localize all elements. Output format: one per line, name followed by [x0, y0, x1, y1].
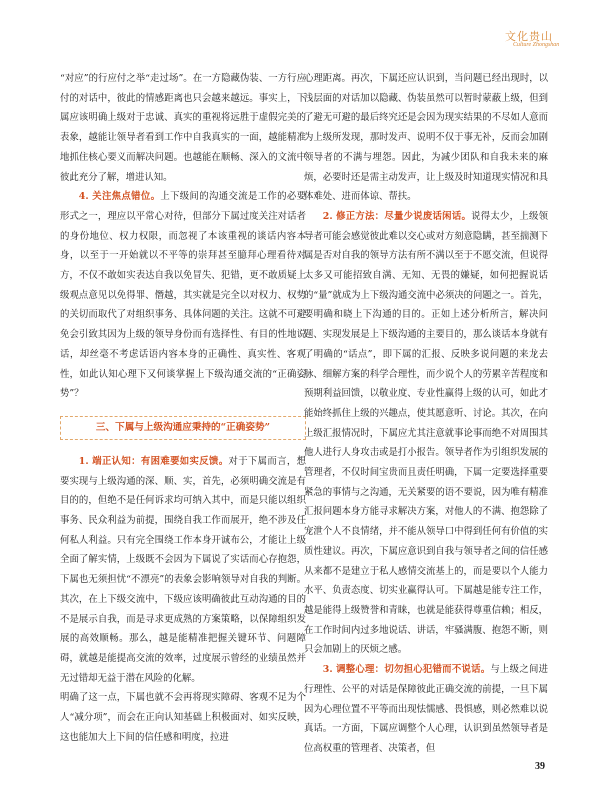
magazine-logo [505, 30, 585, 56]
page-number: 39 [535, 761, 545, 772]
section-heading: 三、下属与上级沟通应秉持的“正确姿势” [60, 416, 306, 440]
paragraph: “对应”的行应付之举“走过场”。在一方隐藏伪装、一方行应付的对话中，彼此的情感距离也只会越来越远。事实上，下属应该明确上级对于忠诚、真实的重视将远胜于虚假完美的表象，越能让领导者看到工作中自我真实的一面，越能精准地抓住核心要义而解决问题。也越能在顺畅、深入的文流中彼此充分了解，增进认知。 [60, 73, 306, 183]
logo-chinese-text: 文化贵山 [505, 30, 553, 43]
paragraph [304, 207, 548, 660]
paragraph: 明确了这一点，下属也就不会再将现实障碍、客观不足为个人“减分项”，而会在正向认知基础上积极面对、如实反映，这也能加大上下间的信任感和明度，拉进 [60, 692, 306, 743]
subheading: 3. 调整心理：切勿担心犯错而不说话。 [322, 664, 491, 676]
paragraph [304, 660, 548, 759]
paragraph-body: 上下级间的沟通交流是工作的必要形式之一，理应以平常心对待，但部分下属过度关注对话者的身份地位、权力权限，而忽视了本该重视的谈话内容本身，以至于一开始就以不平等的崇拜甚至臆拜心理看待对方，不仅不敢如实表达自我以免冒失、犯错，更不敢质疑上级观点意见以免得罪、僭越，其实就是完全以对权力、权势的关切而取代了对组织事务、具体问题的关注。这就不可避免会引致其因为上级的领导身份而有选择性、有目的性地说话，却丝毫不考虑话语内容本身的正确性、真实性、客观性，如此认知心理下又何谈掌握上下级沟通交流的“正确姿势”？ [60, 191, 306, 400]
paragraph-body: 与上级之间进行理性、公平的对话是保障彼此正确交流的前提，一旦下属因为心理位置不平等而出现怯懦感、畏惧感，则必然难以说真话。一方面，下属应调整个人心理，认识到虽然领导者是位高权重的管理者、决策者，但 [304, 664, 548, 754]
subheading: 2. 修正方法：尽量少说废话闲话。 [322, 210, 472, 222]
paragraph-body: 说得太少，上级领导者可能会感觉彼此难以交心或对方刻意隐瞒，甚至揣测下属是否对自我的领导方法有所不满以至于不愿交流，但说得太多又可能招致自满、无知、无畏的嫌疑，如何把握说话的“量”就成为上下级沟通交流中必须决的问题之一。首先，要明确和晓上下沟通的目的。正如上述分析所言，解决问题、实现发展是上下级沟通的主要目的，那么谈话本身就有了明确的“话点”，即下属的汇报、反映多说问题的来龙去脉、细解方案的科学合理性，而少说个人的劳累辛苦程度和预期利益回馈，以敬业度、专业性赢得上级的认可，如此才能始终抓住上级的兴趣点，使其愿意听、讨论。其次，在向上级汇报情况时，下属应尤其注意就事论事而绝不对周围其他人进行人身攻击或是打小报告。领导者作为引组织发展的管理者，不仅时间宝贵而且责任明确，下属一定要选择重要紧急的事情与之沟通，无关紧要的语不要说，因为唯有精准汇报问题本身方能寻求解决方案，对他人的不满、抱怨除了宠泄个人不良情绪，并不能从领导口中得到任何有价值的实质性建议。再次，下属应意识到自我与领导者之间的信任感从来都不是建立于私人感情交流基上的，而是要以个人能力水平、负责态度、切实业赢得认可。下属越是能专注工作，越是能得上级赞誉和青睐，也就是能获得尊重信赖；相反，在工作时间内过多地说话、讲话，牢骚满腹、抱怨不断，则只会加剧上的厌烦之感。 [304, 210, 548, 656]
left-column [60, 69, 306, 748]
paragraph-body: 对于下属而言，想要实现与上级沟通的深、顺、实，首先，必须明确交流是有目的的，但绝不是任何诉求均可纳入其中，而是只能以组织事务、民众利益为前提，围绕自我工作而展开，绝不涉及任何私人利益。只有完全围绕工作本身开诚布公，才能让上级全面了解实情，上级既不会因为下属说了实话而心存抱怨，下属也无须担忧“不漂亮”的表象会影响领导对自我的判断。其次，在上下级交流中，下级应该明确彼此互动沟通的目的不是展示自我，而是寻求更成熟的方案策略，以保障组织发展的高效顺畅。那么，越是能精准把握关键环节、问题障碍，就越是能提高交流的效率，过度展示曾经的业绩虽然并无过错却无益于潜在风险的化解。 [60, 455, 306, 684]
paragraph [60, 452, 306, 688]
paragraph: 心理距离。再次，下属还应认识到，当问题已经出现时，以浅层面的对话加以隐藏、伪装虽然可以暂时蒙蔽上级，但到了避无可避的最后终究还是会因为现实结果的不尽如人意而为上级所发现，那时发声、说明不仅于事无补，反而会加剧领导者的不满与埋怨。因此，为减少团队和自我未来的麻烦，必要时还是需主动发声，让上级及时知道现实情况和具体难处、进而体谅、帮扶。 [304, 73, 548, 203]
right-column [304, 69, 548, 759]
logo-english-text: Culture Zhongshan [513, 42, 560, 48]
subheading: 1. 端正认知：有困难要如实反馈。 [78, 455, 229, 467]
paragraph [60, 187, 306, 404]
subheading: 4. 关注焦点错位。 [78, 191, 161, 203]
